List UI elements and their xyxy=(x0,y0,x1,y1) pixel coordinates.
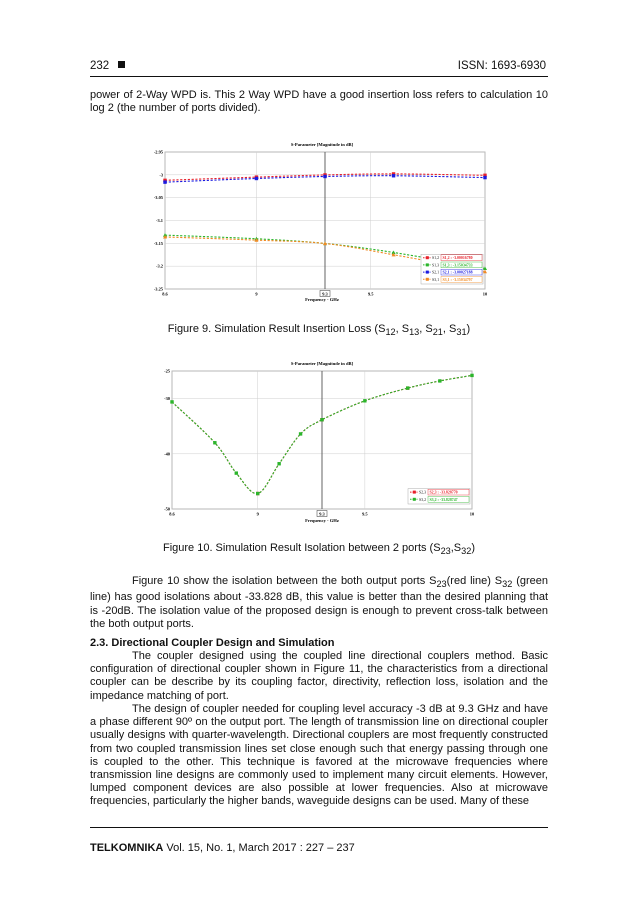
footer-journal: TELKOMNIKA xyxy=(90,842,164,854)
legend-name: S3,1 xyxy=(432,277,440,282)
x-tick-label: 8.6 xyxy=(162,291,168,297)
y-tick-label: -3.25 xyxy=(153,286,163,292)
legend-name: S1,2 xyxy=(432,256,440,261)
legend-name: S1,3 xyxy=(432,263,440,268)
y-tick-label: -3.1 xyxy=(156,218,163,223)
y-tick-label: -2.95 xyxy=(153,149,163,155)
page-number xyxy=(90,60,125,72)
x-tick-label: 10 xyxy=(482,291,488,297)
legend-value: S3,2 : -33.828747 xyxy=(429,497,458,502)
series-marker xyxy=(277,462,280,465)
figure10-discussion xyxy=(90,575,548,631)
series-marker xyxy=(256,492,259,495)
discussion-part-2: (red line) S xyxy=(446,575,503,587)
y-tick-label: -3 xyxy=(159,172,163,178)
series-marker xyxy=(170,400,173,403)
figure10-caption-suffix: ) xyxy=(471,542,476,554)
section-paragraph-2: The design of coupler needed for coupling level accuracy -3 dB at 9.3 GHz and have a phase different 90º on the output port. The length of transmission line on directional coupler usually designs with quarter-wavelength. Directional couplers are most frequently constructed from two coupled transmission lines set close enough such that energy passing through one is coupled to the other. This technique is favored at the microwave frequencies where transmission line designs are commonly used to implement many circuit elements. However, lumped component devices are also possible at lower frequencies. Also at microwave frequencies, particularly the higher bands, waveguide designs can be used. Many of these xyxy=(90,703,548,808)
discussion-sub-1: 23 xyxy=(436,579,447,590)
figure9-xlabel: Frequency - GHz xyxy=(305,297,339,302)
intro-paragraph: power of 2-Way WPD is. This 2 Way WPD have a good insertion loss refers to calculation 10 log 2 (the number of ports divided). xyxy=(90,89,548,115)
figure9-chart xyxy=(140,138,495,308)
figure9-title: S-Parameter [Magnitude in dB] xyxy=(290,142,354,147)
series-marker xyxy=(320,418,323,421)
y-tick-label: -3.15 xyxy=(153,240,163,246)
legend-value: S2,1 : -3.00027188 xyxy=(442,270,473,275)
series-marker xyxy=(392,174,395,177)
figure10-caption-prefix: Figure 10. Simulation Result Isolation between 2 ports (S xyxy=(162,542,441,554)
y-tick-label: -3.05 xyxy=(153,195,163,201)
figure10-caption: Figure 10. Simulation Result Isolation between 2 ports $(S_{23},S_{32})$ xyxy=(162,542,476,557)
discussion-part-3: (green line) has good isolations about -33.828 dB, this value is better than the desired planning that is -20dB. The isolation value of the proposed design is enough to prevent cross-talk between the both output ports. xyxy=(90,575,549,630)
figure9-sub-2: 13 xyxy=(409,327,420,338)
figure9-sub-4: 31 xyxy=(456,327,467,338)
legend-value: S1,2 : -3.00016780 xyxy=(442,256,473,261)
figure10-sub-2: 32 xyxy=(461,546,472,557)
legend-value: S2,3 : -33.828770 xyxy=(429,490,458,495)
legend-name: S3,2 xyxy=(419,497,427,502)
series-marker xyxy=(470,374,473,377)
series-marker xyxy=(235,471,238,474)
legend-marker xyxy=(426,256,429,259)
legend-marker xyxy=(413,498,416,501)
figure9-sub-3: 21 xyxy=(432,327,443,338)
square-bullet-icon xyxy=(118,61,125,68)
x-tick-label: 9.3 xyxy=(319,511,325,517)
y-tick-label: -40 xyxy=(164,451,170,457)
figure10-chart xyxy=(150,357,490,529)
footer xyxy=(90,842,355,854)
series-marker xyxy=(438,379,441,382)
legend-name: S2,3 xyxy=(419,490,427,495)
legend-marker xyxy=(426,271,429,274)
series-marker xyxy=(213,441,216,444)
series-marker xyxy=(255,177,258,180)
y-tick-label: -50 xyxy=(164,506,170,512)
legend-value: S1,3 : -3.15034733 xyxy=(442,263,473,268)
discussion-part-1: Figure 10 show the isolation between the both output ports S xyxy=(132,575,437,587)
figure9-legend xyxy=(421,254,483,284)
footer-rule xyxy=(90,827,548,828)
legend-name: S2,1 xyxy=(432,270,440,275)
x-tick-label: 9.5 xyxy=(367,291,374,297)
issn: ISSN: 1693-6930 xyxy=(457,60,546,72)
section-paragraph-1: The coupler designed using the coupled line directional couplers method. Basic configuration of directional coupler shown in Figure 11, the characteristics from a directional coupler can be describe by its coupling factor, directivity, reflection loss, isolation and the impedance matching of port. xyxy=(90,650,548,702)
series-marker xyxy=(163,180,166,183)
x-tick-label: 9.5 xyxy=(362,511,368,517)
figure9-caption-prefix: Figure 9. Simulation Result Insertion Loss (S xyxy=(167,323,386,335)
figure9-sub-1: 12 xyxy=(385,327,396,338)
figure10-legend xyxy=(408,489,470,504)
header-rule xyxy=(90,76,548,77)
legend-marker xyxy=(426,278,429,281)
legend-value: S3,1 : -3.15034797 xyxy=(442,277,473,282)
series-marker xyxy=(483,176,486,179)
footer-details: Vol. 15, No. 1, March 2017 : 227 – 237 xyxy=(166,842,355,854)
y-tick-label: -25 xyxy=(164,368,170,374)
legend-marker xyxy=(426,263,429,266)
x-tick-label: 8.6 xyxy=(169,511,175,517)
figure9-caption: Figure 9. Simulation Result Insertion Loss ($S_{12}$, $S_{13}$, $S_{21}$, $S_{31}$) xyxy=(167,323,471,338)
figure9-caption-suffix: ) xyxy=(466,323,471,335)
series-marker xyxy=(323,175,326,178)
y-tick-label: -30 xyxy=(164,396,170,402)
series-marker xyxy=(299,432,302,435)
figure10-sub-1: 23 xyxy=(440,546,451,557)
discussion-sub-2: 32 xyxy=(502,579,513,590)
y-tick-label: -3.2 xyxy=(156,263,163,269)
figure10-title: S-Parameter [Magnitude in dB] xyxy=(290,361,354,366)
x-tick-label: 9 xyxy=(255,291,258,297)
series-marker xyxy=(406,386,409,389)
x-tick-label: 9.3 xyxy=(322,291,328,297)
page-number-text: 232 xyxy=(90,60,110,72)
figure10-xlabel: Frequency - GHz xyxy=(305,518,339,523)
section-heading: 2.3. Directional Coupler Design and Simulation xyxy=(90,637,335,649)
x-tick-label: 10 xyxy=(469,511,475,517)
legend-marker xyxy=(413,491,416,494)
series-marker xyxy=(363,399,366,402)
x-tick-label: 9 xyxy=(256,511,259,517)
